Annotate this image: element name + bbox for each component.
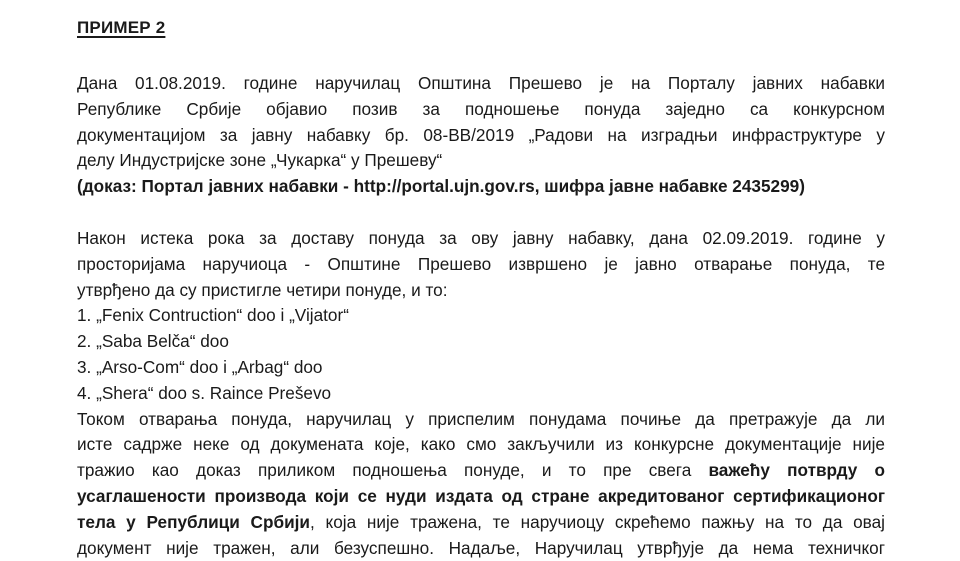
text-line: утврђено да су пристигле четири понуде, и то: xyxy=(77,279,448,300)
text-line xyxy=(77,458,885,484)
paragraph-review xyxy=(77,407,885,561)
emphasis-text: тела у Републици Србији xyxy=(77,511,310,532)
text-line: Након истека рока за доставу понуда за ову јавну набавку, дана 02.09.2019. године у xyxy=(77,228,885,248)
offer-item: 4. „Shera“ doo s. Raince Preševo xyxy=(77,382,332,403)
offer-item: 3. „Arso-Com“ doo i „Arbag“ doo xyxy=(77,356,323,377)
offers-list xyxy=(77,303,885,406)
emphasis-text: важећу потврду о xyxy=(708,460,885,481)
text-line: документацијом за јавну набавку бр. 08-ВВ/2019 „Радови на изградњи инфраструктуре у xyxy=(77,124,885,145)
text-line: делу Индустријске зоне „Чукарка“ у Прешеву“ xyxy=(77,150,443,171)
offer-item: 2. „Saba Belča“ doo xyxy=(77,331,229,352)
text-line: документ није тражен, али безуспешно. Надаље, Наручилац утврђује да нема техничког xyxy=(77,537,885,558)
offer-item: 1. „Fenix Contruction“ doo i „Vijator“ xyxy=(77,305,349,326)
paragraph-opening xyxy=(77,226,885,561)
text-line: Републике Србије објавио позив за подношење понуда заједно са конкурсном xyxy=(77,98,885,119)
emphasis-line: усаглашености производа који се нуди издата од стране акредитованог сертификационог xyxy=(77,485,885,506)
paragraph-announcement xyxy=(77,71,885,200)
text-line: Током отварања понуда, наручилац у приспелим понудама почиње да претражује да ли xyxy=(77,408,885,429)
example-heading: ПРИМЕР 2 xyxy=(77,18,166,37)
evidence-note: (доказ: Портал јавних набавки - http://portal.ujn.gov.rs, шифра јавне набавке 2435299) xyxy=(77,176,805,197)
text-span: тражио као доказ приликом подношења понуде, и то пре свега xyxy=(77,460,709,481)
text-line: просторијама наручиоца - Општине Прешево извршено је јавно отварање понуда, те xyxy=(77,253,885,274)
text-line: Дана 01.08.2019. године наручилац Општина Прешево је на Порталу јавних набавки xyxy=(77,73,885,93)
text-line xyxy=(77,510,885,536)
text-span: , која није тражена, те наручиоцу скрећемо пажњу на то да овај xyxy=(309,511,885,532)
text-line: исте садрже неке од докумената које, како смо закључили из конкурсне документације није xyxy=(77,434,885,455)
